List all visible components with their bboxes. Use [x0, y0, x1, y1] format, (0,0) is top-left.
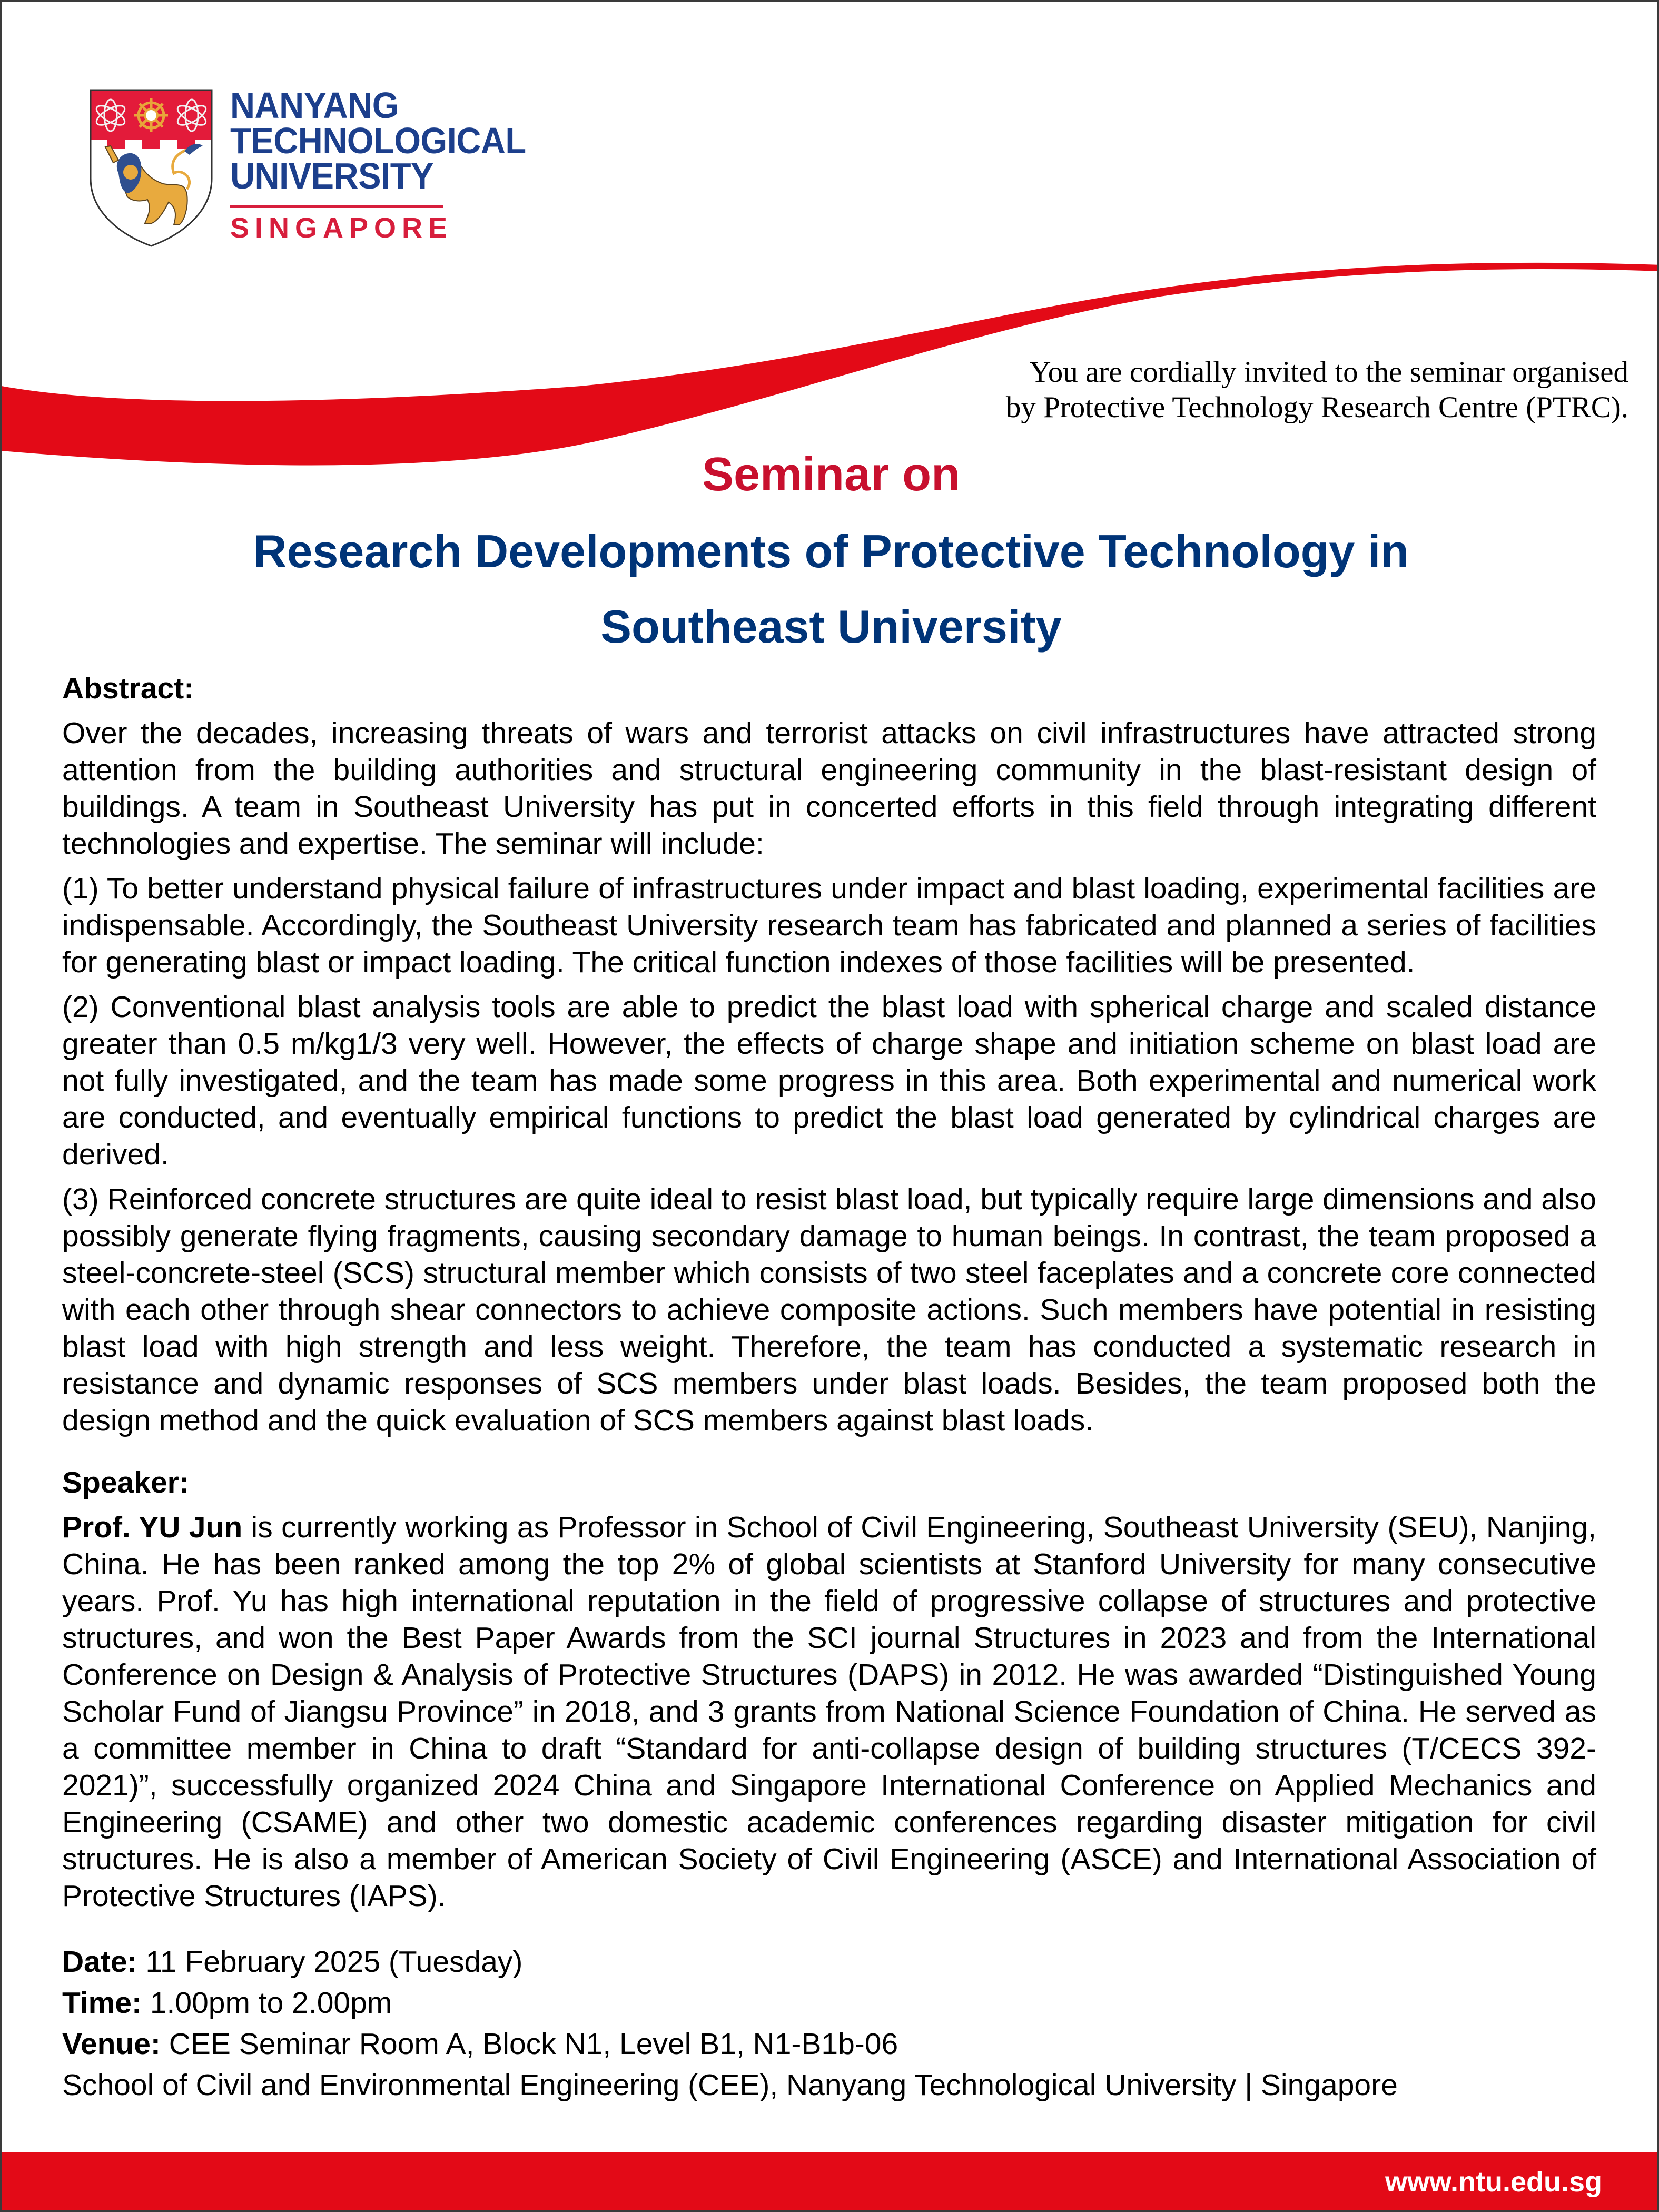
time-label: Time: — [62, 1986, 142, 2020]
footer-bar — [2, 2152, 1659, 2210]
university-wordmark — [230, 85, 526, 196]
wordmark-line-nanyang: NANYANG — [230, 85, 399, 126]
abstract-heading: Abstract: — [62, 671, 194, 705]
logo-country: SINGAPORE — [230, 212, 453, 244]
ntu-crest-shield-icon — [90, 89, 213, 247]
event-venue — [62, 2023, 1596, 2065]
venue-label: Venue: — [62, 2027, 161, 2061]
abstract-item-1: (1) To better understand physical failure of infrastructures under impact and blast loading, experimental facilities are indispensable. Accordingly, the Southeast University research team has fabricated and planned a series of facilities for generating blast or impact loading. The critical function indexes of those facilities will be presented. — [62, 872, 1596, 979]
logo-divider-rule — [230, 205, 443, 208]
event-organizer: School of Civil and Environmental Engineering (CEE), Nanyang Technological University | Singapore — [62, 2068, 1398, 2102]
date-value: 11 February 2025 (Tuesday) — [137, 1945, 523, 1979]
event-details — [62, 1941, 1596, 2106]
wordmark-line-university: UNIVERSITY — [230, 155, 434, 196]
invitation-line-2: by Protective Technology Research Centre (PTRC). — [1005, 391, 1628, 424]
ntu-logo — [86, 86, 539, 249]
invitation-text — [1006, 354, 1628, 425]
seminar-title-line-2: Southeast University — [600, 600, 1062, 653]
speaker-name: Prof. YU Jun — [62, 1510, 243, 1544]
seminar-content — [62, 670, 1596, 2106]
wordmark-line-technological: TECHNOLOGICAL — [230, 120, 526, 161]
seminar-title — [2, 514, 1659, 664]
venue-value: CEE Seminar Room A, Block N1, Level B1, N1-B1b-06 — [160, 2027, 898, 2061]
website-link[interactable]: www.ntu.edu.sg — [1385, 2166, 1602, 2198]
event-time — [62, 1982, 1596, 2023]
abstract-item-3: (3) Reinforced concrete structures are quite ideal to resist blast load, but typically require large dimensions and also possibly generate flying fragments, causing secondary damage to human beings. In contrast, the team proposed a steel-concrete-steel (SCS) structural member which consists of two steel faceplates and a concrete core connected with each other through shear connectors to achieve composite actions. Such members have potential in resisting blast load with high strength and less weight. Therefore, the team has conducted a systematic research in resistance and dynamic responses of SCS members under blast loads. Besides, the team proposed both the design method and the quick evaluation of SCS members against blast loads. — [62, 1182, 1596, 1437]
seminar-kicker: Seminar on — [702, 448, 961, 501]
time-value: 1.00pm to 2.00pm — [142, 1986, 392, 2020]
speaker-bio-text: is currently working as Professor in School of Civil Engineering, Southeast University (SEU), Nanjing, China. He has been ranked among the top 2% of global scientists at Stanford University for many consecutive years. Prof. Yu has high international reputation in the field of progressive collapse of structures and protective structures, and won the Best Paper Awards from the SCI journal Structures in 2023 and from the International Conference on Design & Analysis of Protective Structures (DAPS) in 2012. He was awarded “Distinguished Young Scholar Fund of Jiangsu Province” in 2018, and 3 grants from National Science Foundation of China. He served as a committee member in China to draft “Standard for anti-collapse design of building structures (T/CECS 392-2021)”, successfully organized 2024 China and Singapore International Conference on Applied Mechanics and Engineering (CSAME) and other two domestic academic conferences regarding disaster mitigation for civil structures. He is also a member of American Society of Civil Engineering (ASCE) and International Association of Protective Structures (IAPS). — [62, 1510, 1596, 1913]
speaker-heading: Speaker: — [62, 1466, 189, 1499]
abstract-item-2: (2) Conventional blast analysis tools are able to predict the blast load with spherical charge and scaled distance greater than 0.5 m/kg1/3 very well. However, the effects of charge shape and initiation scheme on blast load are not fully investigated, and the team has made some progress in this area. Both experimental and numerical work are conducted, and eventually empirical functions to predict the blast load generated by cylindrical charges are derived. — [62, 990, 1596, 1171]
date-label: Date: — [62, 1945, 137, 1979]
abstract-intro: Over the decades, increasing threats of wars and terrorist attacks on civil infrastructures have attracted strong attention from the building authorities and structural engineering community in the blast-resistant design of buildings. A team in Southeast University has put in concerted efforts in this field through integrating different technologies and expertise. The seminar will include: — [62, 716, 1596, 861]
event-date — [62, 1941, 1596, 1982]
speaker-bio — [62, 1509, 1596, 1914]
seminar-title-line-1: Research Developments of Protective Technology in — [253, 525, 1409, 577]
invitation-line-1: You are cordially invited to the seminar organised — [1029, 355, 1628, 389]
